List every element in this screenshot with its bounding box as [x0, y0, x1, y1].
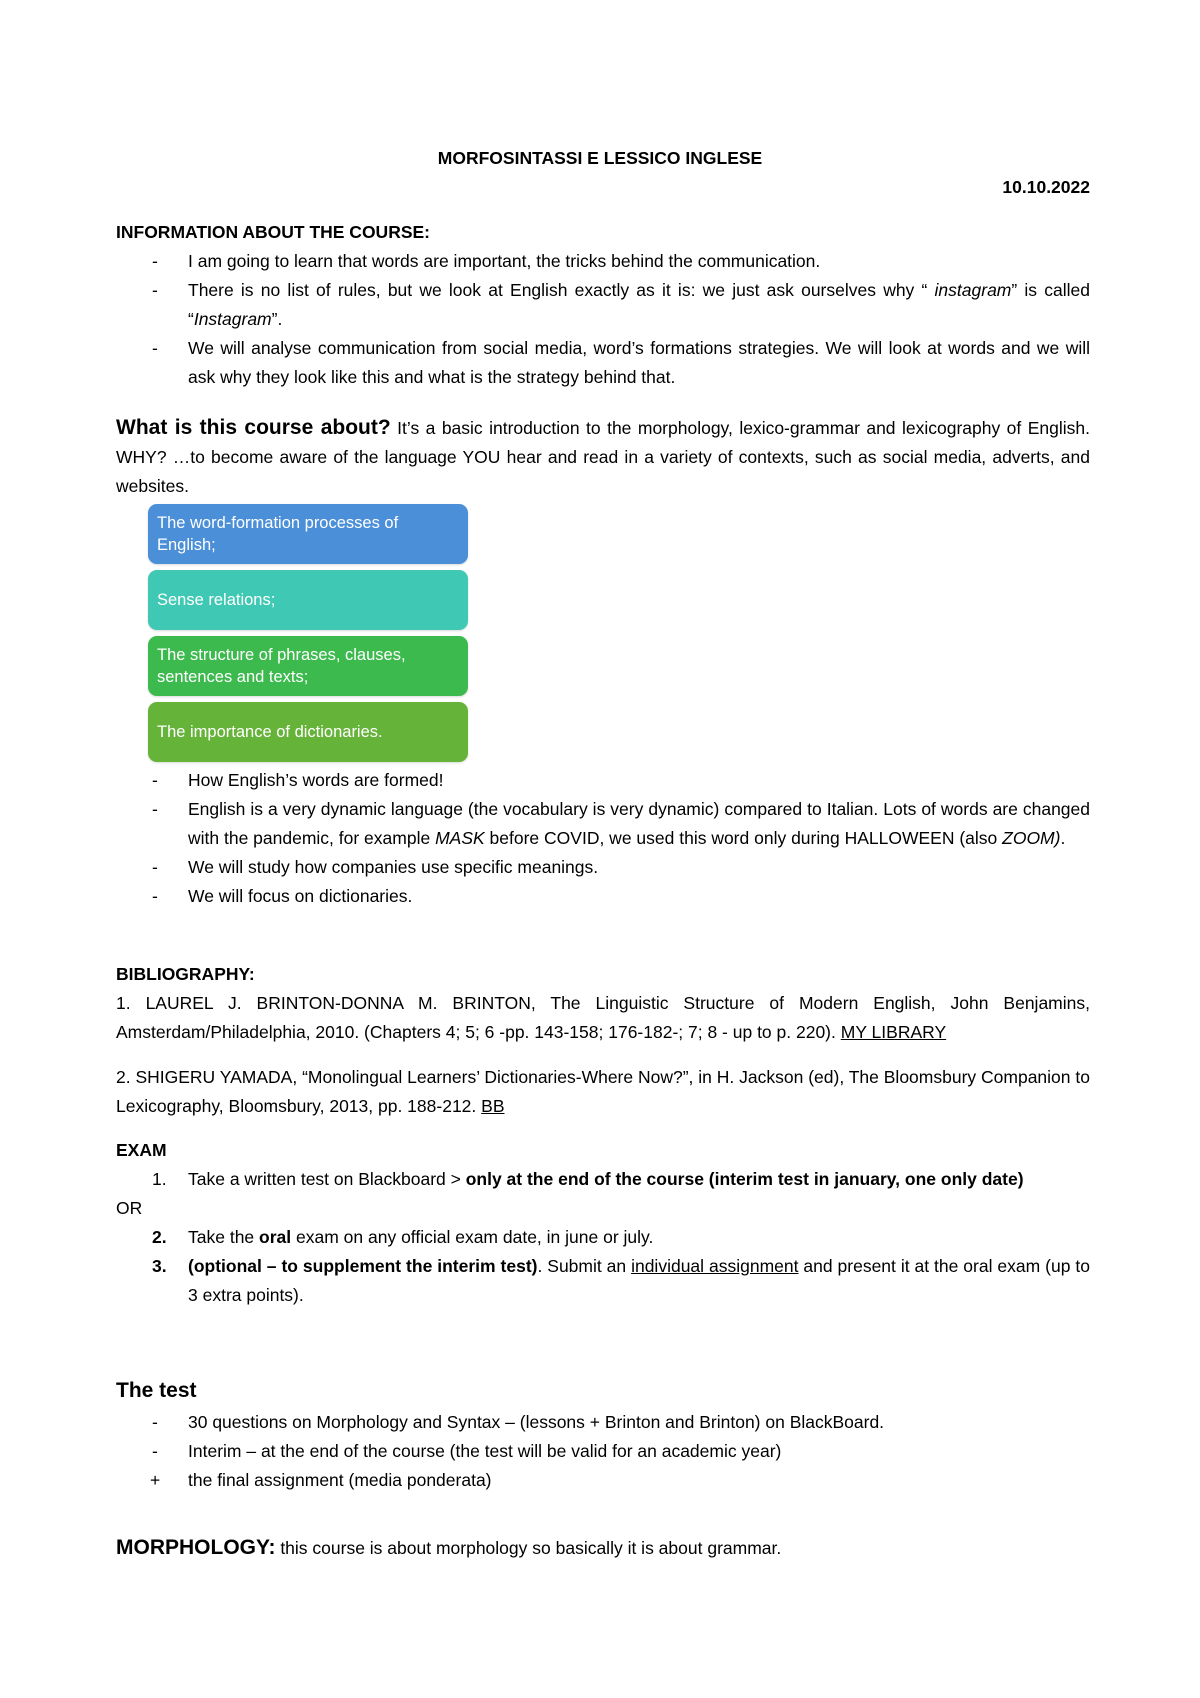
list-item: - We will study how companies use specific meanings.: [116, 853, 1090, 882]
list-item: 2. Take the oral exam on any official exam date, in june or july.: [152, 1227, 654, 1247]
list-item: - We will analyse communication from social media, word’s formations strategies. We will look at words and we will ask why they look like this and what is the strategy behind that.: [116, 334, 1090, 392]
test-heading: The test: [116, 1379, 197, 1402]
topic-box-word-formation: The word-formation processes of English;: [148, 504, 468, 564]
morphology-heading: MORPHOLOGY:: [116, 1536, 276, 1559]
list-item: - I am going to learn that words are important, the tricks behind the communication.: [116, 247, 1090, 276]
course-about-heading: What is this course about?: [116, 416, 391, 439]
document-title: MORFOSINTASSI E LESSICO INGLESE: [437, 148, 763, 168]
exam-list-1: [116, 1165, 1090, 1194]
exam-section: [116, 1136, 1090, 1310]
course-info-heading: INFORMATION ABOUT THE COURSE:: [116, 222, 431, 242]
list-item: + the final assignment (media ponderata): [116, 1466, 1090, 1495]
list-item: - English is a very dynamic language (the vocabulary is very dynamic) compared to Italian. Lots of words are changed with the pandemic, for example MASK before COVID, we used this word only during HALLOWEEN (also ZOOM).: [116, 795, 1090, 853]
morphology-paragraph: MORPHOLOGY: this course is about morphology so basically it is about grammar.: [116, 1536, 782, 1559]
topic-box-structure: The structure of phrases, clauses, sentences and texts;: [148, 636, 468, 696]
list-item: - How English’s words are formed!: [116, 766, 1090, 795]
document-date: 10.10.2022: [1002, 177, 1090, 197]
points-list: [116, 766, 1090, 911]
test-section: [116, 1374, 1090, 1495]
list-item: 3. (optional – to supplement the interim test). Submit an individual assignment and present it at the oral exam (up to 3 extra points).: [152, 1256, 1090, 1305]
course-about-paragraph: What is this course about? It’s a basic introduction to the morphology, lexico-grammar and lexicography of English. WHY? …to become aware of the language YOU hear and read in a variety of contexts, such as social media, adverts, and websites.: [116, 416, 1090, 496]
my-library-link[interactable]: MY LIBRARY: [840, 1022, 947, 1042]
course-info-section: [116, 218, 1090, 392]
test-list: [116, 1408, 1090, 1495]
topic-box-dictionaries: The importance of dictionaries.: [148, 702, 468, 762]
list-item: - There is no list of rules, but we look at English exactly as it is: we just ask ourselves why “ instagram” is called “Instagram”.: [116, 276, 1090, 334]
list-item: - We will focus on dictionaries.: [116, 882, 1090, 911]
list-item: 1. Take a written test on Blackboard > only at the end of the course (interim test in january, one only date): [152, 1169, 1024, 1189]
bibliography-ref-1: 1. LAUREL J. BRINTON-DONNA M. BRINTON, The Linguistic Structure of Modern English, John Benjamins, Amsterdam/Philadelphia, 2010. (Chapters 4; 5; 6 -pp. 143-158; 176-182-; 7; 8 - up to p. 220). MY LIBRARY: [116, 993, 1090, 1042]
list-item: - Interim – at the end of the course (the test will be valid for an academic year): [116, 1437, 1090, 1466]
course-info-list: [116, 247, 1090, 392]
exam-list-2: [116, 1223, 1090, 1310]
bibliography-ref-2: 2. SHIGERU YAMADA, “Monolingual Learners’ Dictionaries-Where Now?”, in H. Jackson (ed), The Bloomsbury Companion to Lexicography, Bloomsbury, 2013, pp. 188-212. BB: [116, 1067, 1090, 1116]
points-section: [116, 766, 1090, 911]
bibliography-heading: BIBLIOGRAPHY:: [116, 964, 255, 984]
list-item: - 30 questions on Morphology and Syntax – (lessons + Brinton and Brinton) on BlackBoard.: [116, 1408, 1090, 1437]
individual-assignment-link[interactable]: individual assignment: [631, 1256, 799, 1276]
exam-or-label: OR: [116, 1198, 143, 1218]
exam-heading: EXAM: [116, 1140, 167, 1160]
bb-link[interactable]: BB: [481, 1096, 505, 1116]
bibliography-section: [116, 960, 1090, 1121]
topic-box-sense-relations: Sense relations;: [148, 570, 468, 630]
